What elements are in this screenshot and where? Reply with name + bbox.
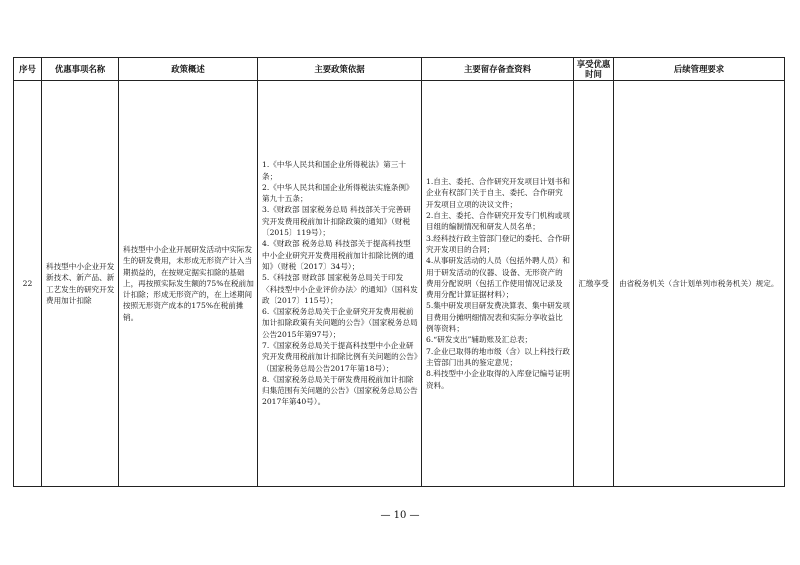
cell-req: 由省税务机关（含计划单列市税务机关）规定。	[614, 81, 785, 487]
page-number: — 10 —	[380, 510, 420, 521]
table-row	[14, 81, 785, 487]
basis-item: 8.《国家税务总局关于研发费用税前加计扣除归集范围有关问题的公告》（国家税务总局公告2017年第40号）。	[262, 374, 418, 407]
doc-item: 3.经科技行政主管部门登记的委托、合作研究开发项目的合同；	[426, 233, 570, 254]
doc-item: 1.自主、委托、合作研究开发项目计划书和企业有权部门关于自主、委托、合作研究开发项目立项的决议文件；	[426, 177, 570, 209]
header-req: 后续管理要求	[614, 58, 785, 81]
doc-item: 5.集中研发项目研发费决算表、集中研发项目费用分摊明细情况表和实际分享收益比例等资料；	[426, 301, 570, 334]
header-basis: 主要政策依据	[258, 58, 422, 81]
doc-item: 8.科技型中小企业取得的入库登记编号证明资料。	[426, 369, 570, 390]
basis-item: 7.《国家税务总局关于提高科技型中小企业研究开发费用税前加计扣除比例有关问题的公告》（国家税务总局公告2017年第18号）；	[262, 340, 418, 373]
cell-name: 科技型中小企业开发新技术、新产品、新工艺发生的研究开发费用加计扣除	[42, 81, 119, 487]
basis-item: 6.《国家税务总局关于企业研究开发费用税前加计扣除政策有关问题的公告》（国家税务总局公告2015年第97号）；	[262, 307, 418, 339]
doc-item: 2.自主、委托、合作研究开发专门机构或项目组的编制情况和研发人员名单；	[426, 211, 570, 232]
policy-table	[13, 57, 785, 487]
header-row	[14, 58, 785, 81]
header-name: 优惠事项名称	[42, 58, 119, 81]
basis-item: 3.《财政部 国家税务总局 科技部关于完善研究开发费用税前加计扣除政策的通知》（财税〔2015〕119号）；	[262, 205, 411, 238]
header-docs: 主要留存备查资料	[422, 58, 574, 81]
header-no: 序号	[14, 58, 42, 81]
doc-item: 6.“研发支出”辅助账及汇总表；	[426, 335, 533, 345]
basis-item: 4.《财政部 税务总局 科技部关于提高科技型中小企业研究开发费用税前加计扣除比例的通知》（财税〔2017〕34号）；	[262, 239, 414, 271]
header-summary: 政策概述	[119, 58, 258, 81]
cell-summary: 科技型中小企业开展研发活动中实际发生的研发费用，未形成无形资产计入当期损益的，在按规定据实扣除的基础上，再按照实际发生额的75%在税前加计扣除；形成无形资产的，在上述期间按照无形资产成本的175%在税前摊销。	[119, 81, 258, 487]
cell-no: 22	[14, 81, 42, 487]
cell-basis	[258, 81, 422, 487]
doc-item: 4.从事研发活动的人员（包括外聘人员）和用于研发活动的仪器、设备、无形资产的费用分配说明（包括工作使用情况记录及费用分配计算证据材料）；	[426, 256, 570, 300]
doc-item: 7.企业已取得的地市级（含）以上科技行政主管部门出具的鉴定意见；	[426, 346, 570, 367]
cell-time: 汇缴享受	[574, 81, 614, 487]
basis-item: 5.《科技部 财政部 国家税务总局关于印发〈科技型中小企业评价办法〉的通知》（国科发政〔2017〕115号）；	[262, 273, 418, 305]
basis-item: 1.《中华人民共和国企业所得税法》第三十条；	[262, 160, 406, 181]
header-time: 享受优惠时间	[574, 58, 614, 81]
cell-docs	[422, 81, 574, 487]
basis-item: 2.《中华人民共和国企业所得税法实施条例》第九十五条；	[262, 182, 414, 204]
